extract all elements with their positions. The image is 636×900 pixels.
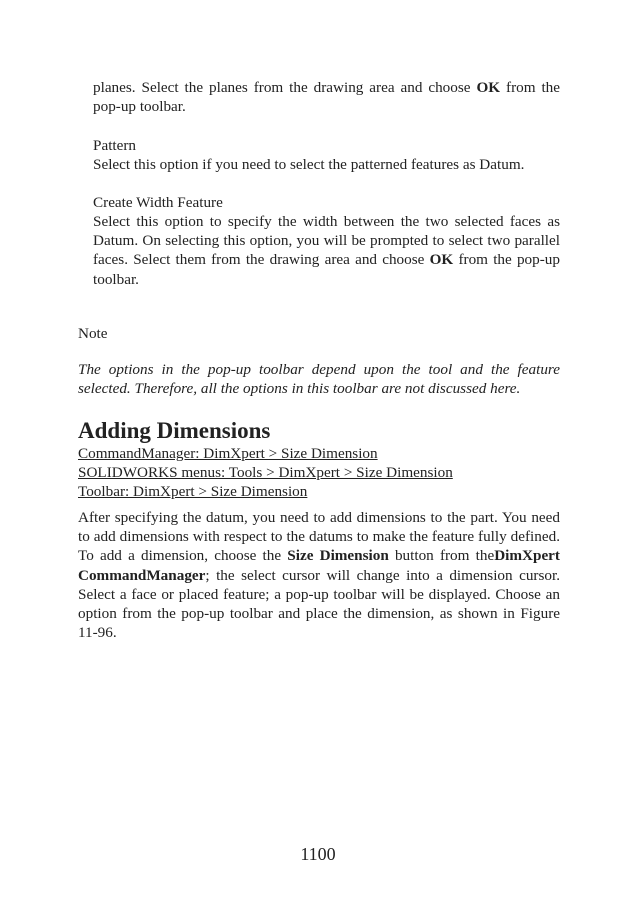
top-paragraph-text: planes. Select the planes from the drawing area and choose xyxy=(93,79,477,96)
create-width-text-end: from the pop-up toolbar. xyxy=(93,251,560,288)
create-width-title: Create Width Feature xyxy=(93,194,223,211)
ok-bold-2: OK xyxy=(429,251,454,269)
link-commandmanager[interactable]: CommandManager: DimXpert > Size Dimension xyxy=(78,445,378,462)
body-text-1: After specifying the datum, you need to add dimensions to the part. You need to add dimensions with respect to the datums to make the feature fully defined. To add a dimension, choose the xyxy=(78,509,560,565)
page-number: 1100 xyxy=(300,844,336,864)
note-text: The options in the pop-up toolbar depend upon the tool and the feature selected. Therefore, all the options in this toolbar are not discussed here. xyxy=(78,361,560,398)
note-label: Note xyxy=(78,325,108,342)
body-text-3: ; the select cursor will change into a dimension cursor. Select a face or placed feature; a pop-up toolbar will be displayed. Choose an option from the pop-up toolbar and place the dimension, as shown in Figure 11-96. xyxy=(78,566,560,642)
pattern-title: Pattern xyxy=(93,137,137,154)
link-solidworks-menus[interactable]: SOLIDWORKS menus: Tools > DimXpert > Size Dimension xyxy=(78,464,453,481)
body-paragraph xyxy=(78,508,560,642)
top-paragraph-text-end: from the pop-up toolbar. xyxy=(93,79,561,116)
ok-bold: OK xyxy=(476,79,501,96)
dimxpert-commandmanager-bold: DimXpert CommandManager xyxy=(78,547,560,584)
body-text-2: button from the xyxy=(388,547,495,565)
section-heading: Adding Dimensions xyxy=(78,418,271,443)
pattern-description: Select this option if you need to select the patterned features as Datum. xyxy=(93,156,525,173)
create-width-description xyxy=(93,212,560,289)
create-width-text: Select this option to specify the width between the two selected faces as Datum. On selecting this option, you will be prompted to select two parallel faces. Select them from the drawing area and choose xyxy=(93,213,560,269)
link-toolbar[interactable]: Toolbar: DimXpert > Size Dimension xyxy=(78,483,308,500)
top-paragraph xyxy=(93,78,560,116)
size-dimension-bold: Size Dimension xyxy=(287,547,389,565)
